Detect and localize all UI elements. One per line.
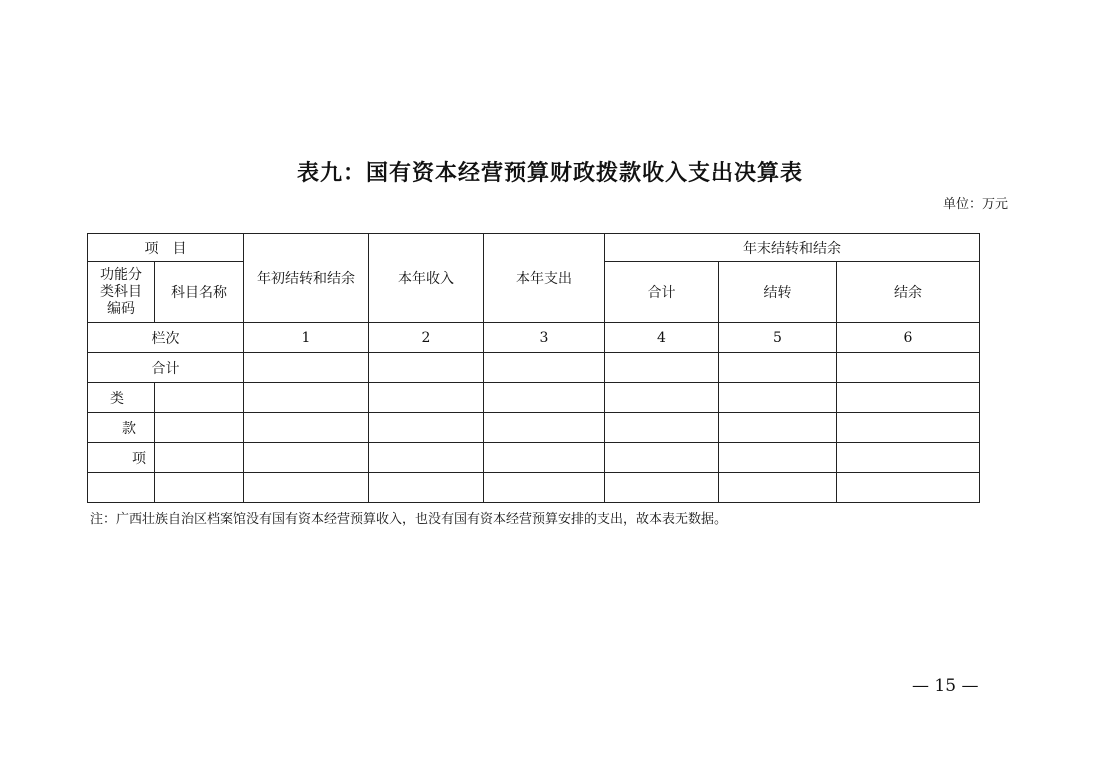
cell [484, 443, 605, 473]
cell [155, 413, 244, 443]
cell [484, 413, 605, 443]
cell [244, 443, 369, 473]
cell [719, 473, 837, 503]
header-income: 本年收入 [369, 234, 484, 323]
header-func-code: 功能分类科目编码 [88, 262, 155, 323]
header-begin-balance: 年初结转和结余 [244, 234, 369, 323]
cell [719, 443, 837, 473]
row-index-label: 栏次 [88, 323, 244, 353]
cell [244, 473, 369, 503]
cell [244, 353, 369, 383]
cell [369, 353, 484, 383]
table-note: 注：广西壮族自治区档案馆没有国有资本经营预算收入，也没有国有资本经营预算安排的支出，故本表无数据。 [90, 512, 728, 527]
row-index-5: 5 [719, 323, 837, 353]
row-item [88, 443, 980, 473]
cell [837, 383, 980, 413]
cell [719, 413, 837, 443]
cell [837, 443, 980, 473]
cell [244, 383, 369, 413]
cell [837, 353, 980, 383]
cell [88, 473, 155, 503]
cell [484, 383, 605, 413]
cell [155, 443, 244, 473]
cell [605, 413, 719, 443]
row-class-label: 类 [88, 383, 155, 413]
cell [605, 353, 719, 383]
row-blank [88, 473, 980, 503]
row-section [88, 413, 980, 443]
header-row-1 [88, 234, 980, 262]
cell [369, 443, 484, 473]
cell [605, 383, 719, 413]
row-index-2: 2 [369, 323, 484, 353]
cell [369, 473, 484, 503]
cell [244, 413, 369, 443]
header-end-balance-group: 年末结转和结余 [605, 234, 980, 262]
unit-label: 单位：万元 [942, 197, 1008, 212]
cell [605, 443, 719, 473]
header-end-carryover: 结转 [719, 262, 837, 323]
row-index-1: 1 [244, 323, 369, 353]
row-index-6: 6 [837, 323, 980, 353]
cell [484, 353, 605, 383]
cell [369, 383, 484, 413]
header-project: 项 目 [88, 234, 244, 262]
row-index [88, 323, 980, 353]
row-item-label: 项 [88, 443, 155, 473]
row-class [88, 383, 980, 413]
budget-table [87, 233, 980, 503]
cell [719, 383, 837, 413]
row-index-3: 3 [484, 323, 605, 353]
row-index-4: 4 [605, 323, 719, 353]
page-number: — 15 — [912, 676, 979, 696]
row-section-label: 款 [88, 413, 155, 443]
cell [837, 413, 980, 443]
row-total-label: 合计 [88, 353, 244, 383]
header-expense: 本年支出 [484, 234, 605, 323]
header-end-total: 合计 [605, 262, 719, 323]
header-end-surplus: 结余 [837, 262, 980, 323]
cell [484, 473, 605, 503]
cell [837, 473, 980, 503]
page-title: 表九：国有资本经营预算财政拨款收入支出决算表 [296, 160, 803, 186]
cell [719, 353, 837, 383]
cell [369, 413, 484, 443]
cell [155, 473, 244, 503]
cell [605, 473, 719, 503]
header-subject-name: 科目名称 [155, 262, 244, 323]
cell [155, 383, 244, 413]
row-total [88, 353, 980, 383]
